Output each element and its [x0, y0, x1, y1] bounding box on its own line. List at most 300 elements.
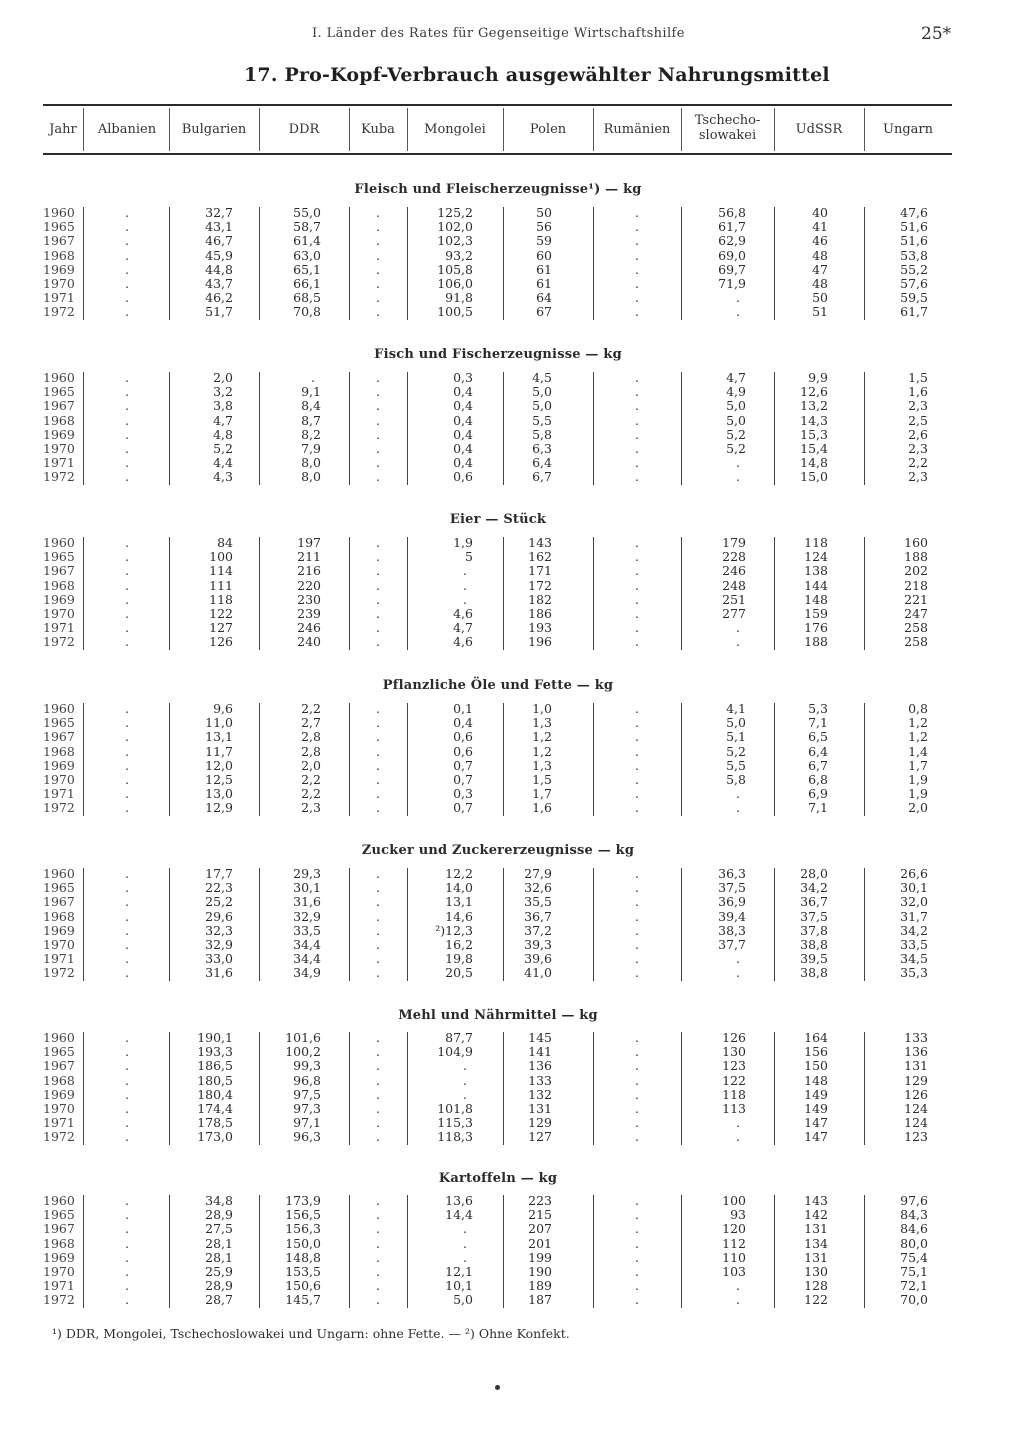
year-cell: 1968: [43, 577, 75, 593]
value-cell: 156,3: [285, 1221, 321, 1237]
value-cell: .: [376, 577, 380, 593]
value-cell: 4,7: [453, 620, 473, 636]
value-cell: 126: [904, 1086, 928, 1102]
value-cell: .: [736, 951, 740, 967]
value-cell: 115,3: [437, 1115, 473, 1131]
value-cell: .: [635, 1264, 639, 1279]
year-cell: 1965: [43, 384, 75, 400]
value-cell: 6,7: [808, 757, 828, 773]
value-cell: .: [635, 233, 639, 249]
value-cell: 97,1: [293, 1115, 321, 1131]
table-row: [0, 716, 1024, 730]
column-separator: [774, 1032, 775, 1145]
year-cell: 1970: [43, 1101, 75, 1116]
value-cell: .: [376, 1235, 380, 1251]
value-cell: 5,0: [532, 398, 552, 414]
value-cell: 1,5: [908, 370, 928, 385]
section-title-text: Pflanzliche Öle und Fette — kg: [382, 678, 614, 693]
column-separator: [349, 537, 350, 650]
value-cell: 28,1: [205, 1235, 233, 1251]
value-cell: 84,6: [900, 1221, 928, 1237]
value-cell: .: [125, 1086, 129, 1102]
column-separator: [83, 703, 84, 816]
column-header: Jahr: [49, 122, 77, 137]
column-separator: [503, 1032, 504, 1145]
value-cell: 144: [804, 577, 828, 593]
value-cell: 112: [722, 1235, 746, 1251]
value-cell: 101,6: [285, 1030, 321, 1045]
value-cell: 32,9: [205, 937, 233, 952]
value-cell: 39,6: [524, 951, 552, 967]
year-cell: 1967: [43, 894, 75, 910]
value-cell: 277: [722, 606, 746, 621]
value-cell: .: [125, 1129, 129, 1145]
value-cell: .: [125, 1044, 129, 1060]
value-cell: .: [376, 549, 380, 565]
value-cell: 13,0: [205, 786, 233, 802]
value-cell: .: [635, 398, 639, 414]
value-cell: 118: [209, 591, 233, 607]
column-separator: [774, 703, 775, 816]
value-cell: 56: [536, 219, 552, 235]
value-cell: .: [125, 535, 129, 550]
column-separator: [503, 703, 504, 816]
value-cell: 91,8: [445, 290, 473, 306]
value-cell: 41,0: [524, 965, 552, 981]
value-cell: 211: [297, 549, 321, 565]
year-cell: 1967: [43, 729, 75, 745]
value-cell: .: [635, 426, 639, 442]
value-cell: 59,5: [900, 290, 928, 306]
column-separator: [864, 703, 865, 816]
value-cell: 118,3: [437, 1129, 473, 1145]
section-title: [0, 182, 1024, 198]
value-cell: 223: [528, 1193, 552, 1208]
value-cell: 14,6: [445, 908, 473, 924]
table-row: [0, 550, 1024, 564]
year-cell: 1965: [43, 1044, 75, 1060]
value-cell: 28,0: [800, 866, 828, 881]
column-separator: [259, 1032, 260, 1145]
value-cell: 61,7: [900, 304, 928, 320]
value-cell: 7,1: [808, 800, 828, 816]
value-cell: 35,3: [900, 965, 928, 981]
value-cell: 5,8: [726, 772, 746, 787]
value-cell: .: [125, 398, 129, 414]
value-cell: 110: [722, 1249, 746, 1265]
value-cell: 51,7: [205, 304, 233, 320]
year-cell: 1968: [43, 908, 75, 924]
value-cell: .: [635, 276, 639, 291]
column-separator: [349, 207, 350, 320]
value-cell: .: [376, 1101, 380, 1116]
value-cell: 2,3: [908, 398, 928, 414]
value-cell: .: [635, 370, 639, 385]
value-cell: 4,8: [213, 426, 233, 442]
column-separator: [864, 1195, 865, 1308]
value-cell: 39,3: [524, 937, 552, 952]
value-cell: ²)12,3: [435, 922, 473, 938]
value-cell: 1,9: [908, 786, 928, 802]
value-cell: 6,4: [808, 743, 828, 759]
value-cell: 66,1: [293, 276, 321, 291]
value-cell: .: [635, 800, 639, 816]
value-cell: 182: [528, 591, 552, 607]
column-separator: [83, 1032, 84, 1145]
value-cell: 93,2: [445, 247, 473, 263]
value-cell: .: [635, 894, 639, 910]
value-cell: 0,3: [453, 786, 473, 802]
value-cell: 180,4: [197, 1086, 233, 1102]
table-row: [0, 895, 1024, 909]
value-cell: .: [736, 620, 740, 636]
value-cell: 127: [209, 620, 233, 636]
column-separator: [593, 868, 594, 981]
value-cell: .: [635, 384, 639, 400]
table-row: [0, 249, 1024, 263]
value-cell: .: [376, 261, 380, 277]
value-cell: 68,5: [293, 290, 321, 306]
value-cell: 75,4: [900, 1249, 928, 1265]
value-cell: .: [635, 219, 639, 235]
table-row: [0, 234, 1024, 248]
value-cell: .: [635, 1207, 639, 1223]
column-separator: [259, 868, 260, 981]
value-cell: .: [376, 880, 380, 896]
page-number: 25*: [921, 24, 952, 44]
column-separator: [774, 372, 775, 485]
value-cell: 14,4: [445, 1207, 473, 1223]
value-cell: 4,4: [213, 455, 233, 471]
value-cell: 102,3: [437, 233, 473, 249]
value-cell: .: [376, 535, 380, 550]
value-cell: .: [376, 290, 380, 306]
year-cell: 1972: [43, 469, 75, 485]
value-cell: 87,7: [445, 1030, 473, 1045]
value-cell: .: [635, 1249, 639, 1265]
column-separator: [503, 207, 504, 320]
table-row: [0, 635, 1024, 649]
year-cell: 1969: [43, 261, 75, 277]
value-cell: 44,8: [205, 261, 233, 277]
table-row: [0, 220, 1024, 234]
year-cell: 1965: [43, 715, 75, 731]
value-cell: 123: [722, 1058, 746, 1074]
value-cell: 132: [528, 1086, 552, 1102]
column-separator: [774, 868, 775, 981]
year-cell: 1970: [43, 441, 75, 456]
value-cell: 179: [722, 535, 746, 550]
value-cell: 248: [722, 577, 746, 593]
value-cell: 2,3: [908, 469, 928, 485]
value-cell: .: [376, 1129, 380, 1145]
year-cell: 1967: [43, 1221, 75, 1237]
value-cell: 41: [812, 219, 828, 235]
column-separator: [503, 372, 504, 485]
column-separator: [407, 207, 408, 320]
value-cell: .: [376, 908, 380, 924]
table-row: [0, 702, 1024, 716]
value-cell: 1,2: [908, 715, 928, 731]
value-cell: 189: [528, 1278, 552, 1294]
value-cell: 3,2: [213, 384, 233, 400]
value-cell: 43,7: [205, 276, 233, 291]
value-cell: 103: [722, 1264, 746, 1279]
value-cell: 67: [536, 304, 552, 320]
column-separator: [681, 207, 682, 320]
value-cell: .: [635, 1193, 639, 1208]
value-cell: .: [635, 1072, 639, 1088]
value-cell: 8,4: [301, 398, 321, 414]
table-row: [0, 291, 1024, 305]
value-cell: .: [125, 469, 129, 485]
value-cell: 6,7: [532, 469, 552, 485]
value-cell: 70,0: [900, 1292, 928, 1308]
value-cell: .: [736, 1115, 740, 1131]
column-separator: [593, 207, 594, 320]
value-cell: .: [376, 412, 380, 428]
header-separator: [349, 108, 350, 151]
table-title: 17. Pro-Kopf-Verbrauch ausgewählter Nahrungsmittel: [244, 64, 830, 86]
value-cell: 190: [528, 1264, 552, 1279]
value-cell: 31,7: [900, 908, 928, 924]
value-cell: 11,7: [205, 743, 233, 759]
header-separator: [593, 108, 594, 151]
column-separator: [259, 372, 260, 485]
value-cell: 131: [528, 1101, 552, 1116]
value-cell: .: [376, 951, 380, 967]
table-row: [0, 966, 1024, 980]
year-cell: 1965: [43, 880, 75, 896]
value-cell: 3,8: [213, 398, 233, 414]
value-cell: .: [376, 715, 380, 731]
value-cell: .: [376, 922, 380, 938]
value-cell: 0,4: [453, 398, 473, 414]
value-cell: 173,0: [197, 1129, 233, 1145]
value-cell: 122: [209, 606, 233, 621]
value-cell: .: [125, 1193, 129, 1208]
column-separator: [593, 372, 594, 485]
value-cell: 32,0: [900, 894, 928, 910]
table-row: [0, 730, 1024, 744]
year-cell: 1968: [43, 1235, 75, 1251]
value-cell: 176: [804, 620, 828, 636]
table-row: [0, 305, 1024, 319]
column-separator: [83, 372, 84, 485]
column-separator: [407, 1032, 408, 1145]
value-cell: .: [125, 1207, 129, 1223]
section-title: [0, 512, 1024, 528]
value-cell: 97,3: [293, 1101, 321, 1116]
value-cell: 164: [804, 1030, 828, 1045]
table-row: [0, 1045, 1024, 1059]
year-cell: 1967: [43, 1058, 75, 1074]
value-cell: 131: [804, 1249, 828, 1265]
value-cell: .: [635, 549, 639, 565]
value-cell: 180,5: [197, 1072, 233, 1088]
section-title-text: Kartoffeln — kg: [438, 1171, 558, 1186]
column-header: Kuba: [361, 122, 395, 137]
value-cell: 136: [528, 1058, 552, 1074]
section-title-text: Fleisch und Fleischerzeugnisse¹) — kg: [354, 182, 642, 197]
value-cell: .: [311, 370, 315, 385]
value-cell: .: [635, 1235, 639, 1251]
value-cell: 128: [804, 1278, 828, 1294]
year-cell: 1971: [43, 455, 75, 471]
value-cell: 55,0: [293, 205, 321, 220]
value-cell: 106,0: [437, 276, 473, 291]
value-cell: 28,1: [205, 1249, 233, 1265]
value-cell: .: [125, 894, 129, 910]
year-cell: 1971: [43, 1115, 75, 1131]
value-cell: .: [376, 426, 380, 442]
value-cell: 5,3: [808, 701, 828, 716]
value-cell: 133: [528, 1072, 552, 1088]
value-cell: 9,6: [213, 701, 233, 716]
value-cell: 143: [528, 535, 552, 550]
column-separator: [593, 703, 594, 816]
value-cell: 37,8: [800, 922, 828, 938]
year-cell: 1971: [43, 620, 75, 636]
year-cell: 1960: [43, 1193, 75, 1208]
value-cell: .: [635, 1044, 639, 1060]
table-row: [0, 1102, 1024, 1116]
value-cell: 199: [528, 1249, 552, 1265]
value-cell: .: [376, 205, 380, 220]
column-header: Bulgarien: [181, 122, 247, 137]
value-cell: .: [463, 1221, 467, 1237]
value-cell: .: [635, 1129, 639, 1145]
value-cell: 34,4: [293, 951, 321, 967]
value-cell: 0,4: [453, 426, 473, 442]
year-cell: 1970: [43, 772, 75, 787]
value-cell: 8,7: [301, 412, 321, 428]
value-cell: 6,4: [532, 455, 552, 471]
value-cell: 100,5: [437, 304, 473, 320]
value-cell: .: [376, 772, 380, 787]
value-cell: 2,0: [301, 757, 321, 773]
value-cell: 118: [722, 1086, 746, 1102]
value-cell: 5,5: [532, 412, 552, 428]
value-cell: .: [635, 441, 639, 456]
column-separator: [864, 207, 865, 320]
footnote: ¹) DDR, Mongolei, Tschechoslowakei und Ungarn: ohne Fette. — ²) Ohne Konfekt.: [52, 1326, 570, 1341]
value-cell: .: [125, 384, 129, 400]
year-cell: 1972: [43, 634, 75, 650]
value-cell: .: [125, 1235, 129, 1251]
value-cell: .: [376, 233, 380, 249]
value-cell: 215: [528, 1207, 552, 1223]
value-cell: 1,2: [908, 729, 928, 745]
value-cell: .: [376, 620, 380, 636]
value-cell: .: [635, 1221, 639, 1237]
value-cell: 28,9: [205, 1207, 233, 1223]
header-bottom-rule: [43, 153, 952, 155]
value-cell: .: [635, 729, 639, 745]
value-cell: 48: [812, 276, 828, 291]
column-separator: [83, 868, 84, 981]
section-title-text: Fisch und Fischerzeugnisse — kg: [374, 347, 622, 362]
year-cell: 1972: [43, 1129, 75, 1145]
value-cell: .: [376, 469, 380, 485]
value-cell: .: [463, 577, 467, 593]
column-separator: [169, 703, 170, 816]
year-cell: 1960: [43, 205, 75, 220]
table-row: [0, 1208, 1024, 1222]
value-cell: 207: [528, 1221, 552, 1237]
value-cell: 197: [297, 535, 321, 550]
table-row: [0, 924, 1024, 938]
value-cell: 0,4: [453, 441, 473, 456]
value-cell: .: [736, 455, 740, 471]
table-row: [0, 938, 1024, 952]
column-header: Polen: [529, 122, 567, 137]
value-cell: .: [125, 1292, 129, 1308]
column-header: Ungarn: [883, 122, 933, 137]
table-row: [0, 1237, 1024, 1251]
value-cell: 2,2: [301, 701, 321, 716]
value-cell: .: [376, 247, 380, 263]
header-separator: [503, 108, 504, 151]
value-cell: 1,6: [908, 384, 928, 400]
section-title: [0, 347, 1024, 363]
value-cell: 46,2: [205, 290, 233, 306]
value-cell: 72,1: [900, 1278, 928, 1294]
value-cell: 171: [528, 563, 552, 579]
value-cell: 84,3: [900, 1207, 928, 1223]
value-cell: 29,6: [205, 908, 233, 924]
value-cell: 34,2: [900, 922, 928, 938]
table-row: [0, 952, 1024, 966]
table-row: [0, 206, 1024, 220]
value-cell: .: [376, 1030, 380, 1045]
value-cell: .: [463, 1249, 467, 1265]
column-separator: [681, 372, 682, 485]
header-separator: [681, 108, 682, 151]
value-cell: .: [125, 1115, 129, 1131]
value-cell: 129: [528, 1115, 552, 1131]
value-cell: .: [125, 412, 129, 428]
table-row: [0, 1251, 1024, 1265]
value-cell: .: [376, 304, 380, 320]
value-cell: .: [376, 441, 380, 456]
value-cell: 118: [804, 535, 828, 550]
value-cell: 13,1: [445, 894, 473, 910]
running-title: I. Länder des Rates für Gegenseitige Wirtschaftshilfe: [312, 26, 685, 41]
year-cell: 1972: [43, 800, 75, 816]
value-cell: 4,6: [453, 634, 473, 650]
value-cell: 61: [536, 276, 552, 291]
value-cell: 172: [528, 577, 552, 593]
value-cell: .: [376, 634, 380, 650]
column-separator: [83, 1195, 84, 1308]
value-cell: 1,4: [908, 743, 928, 759]
value-cell: 246: [722, 563, 746, 579]
value-cell: 47,6: [900, 205, 928, 220]
value-cell: .: [125, 563, 129, 579]
value-cell: 32,9: [293, 908, 321, 924]
value-cell: .: [125, 922, 129, 938]
value-cell: 160: [904, 535, 928, 550]
value-cell: 46,7: [205, 233, 233, 249]
value-cell: 36,9: [718, 894, 746, 910]
value-cell: 202: [904, 563, 928, 579]
value-cell: 27,9: [524, 866, 552, 881]
value-cell: .: [736, 1292, 740, 1308]
value-cell: .: [635, 1058, 639, 1074]
column-separator: [349, 1032, 350, 1145]
value-cell: 15,0: [800, 469, 828, 485]
